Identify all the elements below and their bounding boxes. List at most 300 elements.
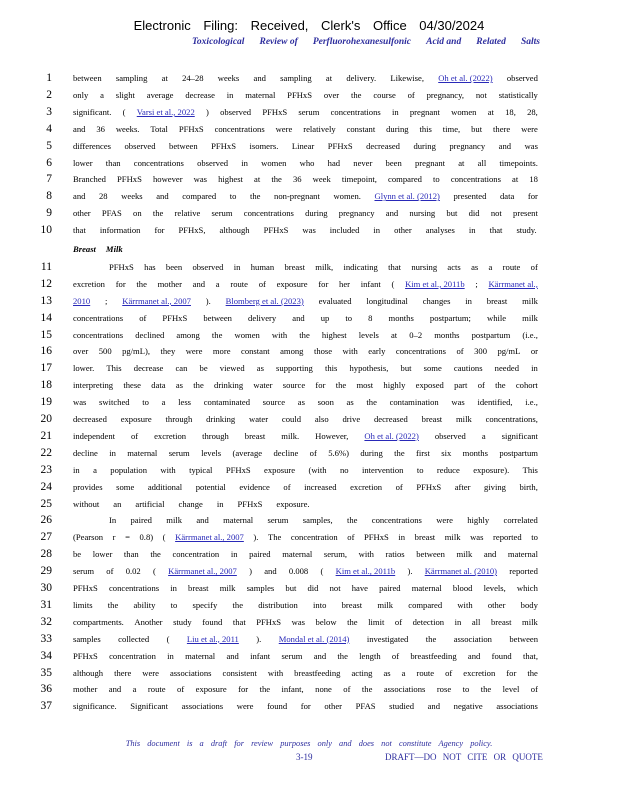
document-line: [0, 87, 618, 103]
line-text: [109, 512, 538, 528]
word: been: [165, 261, 183, 272]
document-line: [0, 580, 618, 596]
word: lower: [73, 157, 93, 168]
word: observed: [220, 106, 252, 117]
word: increased: [304, 481, 337, 492]
word: in: [230, 549, 238, 560]
word: cautions: [453, 363, 483, 374]
word: PFAS: [101, 208, 122, 219]
word: with: [342, 346, 358, 357]
word: compared: [408, 599, 443, 610]
citation-link[interactable]: Kärrmanet al., 2007: [175, 532, 244, 543]
citation-link[interactable]: Kärrmanet al., 2007: [168, 566, 237, 577]
word: found: [267, 701, 288, 712]
citation-link[interactable]: Oh et al. (2022): [438, 73, 493, 83]
word: reduce: [436, 464, 460, 475]
word: at: [254, 174, 261, 185]
word: at: [458, 157, 465, 168]
word: PFHxS: [117, 174, 142, 185]
word: ;: [475, 278, 478, 289]
word: breast: [490, 616, 512, 627]
word: in: [170, 583, 177, 593]
line-text: [73, 529, 538, 545]
line-number: 17: [40, 362, 52, 375]
word: The: [267, 532, 282, 543]
word: postpartum: [499, 447, 538, 458]
word: although: [219, 225, 250, 236]
line-number: 11: [40, 260, 52, 273]
word: route: [502, 261, 521, 272]
word: with: [271, 329, 288, 340]
line-text: [73, 631, 538, 647]
word: milk: [219, 583, 236, 593]
word: first: [416, 447, 430, 458]
word: present: [513, 208, 538, 219]
word: PFHxS: [73, 583, 98, 593]
line-number: 3: [46, 105, 52, 118]
word: the: [346, 515, 358, 526]
citation-link[interactable]: Varsi et al., 2022: [136, 106, 195, 117]
word: the: [495, 380, 506, 391]
word: milk: [456, 549, 473, 560]
word: the: [136, 278, 147, 289]
word: supporting: [276, 363, 313, 374]
line-number: 1: [46, 72, 52, 84]
line-number: 7: [46, 173, 52, 186]
word: 36: [96, 123, 105, 134]
word: route: [416, 667, 435, 678]
word: excretion: [154, 430, 187, 441]
word: not: [475, 89, 487, 100]
word: to: [142, 397, 149, 408]
line-text: [73, 648, 538, 664]
document-line: [0, 597, 618, 613]
word: serum: [73, 566, 95, 577]
document-line: [0, 479, 618, 495]
word: postpartum;: [429, 312, 471, 323]
line-number: 14: [40, 311, 52, 324]
line-text: [73, 310, 538, 326]
word: the: [361, 684, 373, 695]
word: that: [388, 261, 402, 272]
word: 0.008: [288, 566, 309, 577]
word: pregnant: [414, 157, 446, 168]
word: sampling: [280, 73, 312, 83]
word: concentration: [109, 650, 156, 661]
word: ;: [105, 295, 108, 306]
word: serum: [168, 447, 190, 458]
word: maternal: [282, 549, 313, 560]
word: observed: [434, 430, 466, 441]
line-text: [73, 222, 538, 238]
word: study: [173, 616, 192, 627]
word: This: [522, 464, 538, 475]
word: of: [391, 650, 400, 661]
line-number: 19: [40, 396, 52, 409]
word: concentrations: [108, 583, 160, 593]
word: levels,: [483, 583, 506, 593]
line-text: [73, 205, 538, 221]
word: contamination: [389, 397, 439, 408]
word: concentrations: [133, 157, 184, 168]
word: months: [462, 447, 488, 458]
citation-link[interactable]: 2010: [73, 295, 91, 306]
citation-link[interactable]: Kim et al., 2011b: [335, 566, 396, 577]
line-number: 26: [40, 514, 52, 527]
citation-link[interactable]: Glynn et al. (2012): [374, 191, 440, 202]
line-text: [73, 698, 538, 714]
word: months: [388, 312, 414, 323]
word: with: [457, 599, 473, 610]
word: PFHxS: [263, 225, 289, 236]
word: decreased: [366, 140, 400, 151]
document-line: [0, 445, 618, 461]
word: in: [216, 498, 224, 509]
word: cohort: [515, 380, 538, 391]
word: of: [130, 430, 139, 441]
word: more: [212, 346, 231, 357]
word: although: [73, 667, 104, 678]
citation-link[interactable]: Liu et al., 2011: [186, 633, 239, 644]
word: birth,: [519, 481, 538, 492]
word: studied: [389, 701, 414, 712]
word: i.e.,: [525, 397, 538, 408]
word: ).: [253, 532, 259, 543]
word: source: [282, 380, 306, 391]
word: time,: [442, 123, 461, 134]
running-title-word: Toxicological: [192, 37, 245, 47]
line-number: 31: [40, 598, 52, 611]
word: milk: [456, 414, 472, 424]
document-line: [0, 138, 618, 154]
word: of: [407, 89, 415, 100]
word: in: [468, 225, 476, 236]
word: through: [165, 414, 193, 424]
word: ).: [407, 566, 413, 577]
word: pg/mL),: [122, 346, 151, 357]
word: as: [471, 261, 479, 272]
word: 0.02: [125, 566, 141, 577]
word: PFHxS: [256, 616, 282, 627]
word: without: [73, 498, 100, 509]
word: and: [427, 701, 441, 712]
word: route: [147, 684, 166, 695]
word: for: [300, 701, 311, 712]
line-text: [73, 327, 538, 343]
line-number: 18: [40, 379, 52, 392]
word: (: [122, 106, 126, 117]
citation-link[interactable]: Mondal et al. (2014): [278, 633, 350, 644]
word: six: [441, 447, 452, 458]
word: weeks: [121, 191, 143, 202]
section-heading-word: Milk: [105, 244, 123, 254]
word: infant,: [281, 684, 304, 695]
line-number: 13: [40, 294, 52, 307]
word: evaluated: [318, 295, 352, 306]
word: none: [315, 684, 332, 695]
line-text: [73, 70, 538, 86]
document-line: [0, 70, 618, 86]
word: milk: [522, 295, 538, 306]
word: for: [318, 278, 329, 289]
word: breast: [341, 599, 363, 610]
word: concentration: [290, 532, 338, 543]
word: of: [456, 346, 464, 357]
word: source: [262, 397, 286, 408]
word: PFHxS: [262, 106, 288, 117]
word: in: [391, 106, 399, 117]
line-text: [73, 104, 538, 120]
word: 18,: [505, 106, 516, 117]
word: weeks.: [115, 123, 140, 134]
word: there: [114, 667, 132, 678]
word: while: [487, 312, 507, 323]
word: at: [390, 329, 398, 340]
word: 0–2: [409, 329, 423, 340]
word: constant: [346, 123, 376, 134]
word: observed: [124, 140, 156, 151]
word: and: [385, 208, 399, 219]
word: lower: [92, 549, 113, 560]
word: milk: [377, 599, 394, 610]
word: rose: [436, 684, 452, 695]
word: the: [249, 191, 261, 202]
word: PFHxS: [287, 89, 313, 100]
word: weeks: [217, 73, 240, 83]
word: and: [226, 650, 239, 661]
word: that: [232, 616, 246, 627]
word: of: [530, 684, 538, 695]
word: and: [313, 650, 327, 661]
word: that,: [522, 650, 538, 661]
word: identified,: [477, 397, 513, 408]
word: for: [154, 225, 165, 236]
word: pregnancy: [338, 208, 375, 219]
word: this: [419, 123, 432, 134]
word: for: [315, 380, 326, 391]
line-number: 23: [40, 463, 52, 476]
word: changes: [422, 295, 451, 306]
word: be: [73, 549, 82, 560]
word: significant: [501, 430, 538, 441]
word: below: [315, 616, 337, 627]
word: serum: [281, 650, 303, 661]
word: who: [299, 157, 315, 168]
word: Another: [134, 616, 163, 627]
word: exposed: [415, 380, 444, 391]
filing-stamp: Electronic Filing: Received, Clerk's Office 04/30/2024: [133, 18, 485, 33]
word: decrease: [185, 89, 215, 100]
word: of: [139, 312, 147, 323]
word: 0.8): [139, 532, 154, 543]
word: highly: [383, 380, 406, 391]
word: at: [325, 73, 333, 83]
citation-link[interactable]: Blomberg et al. (2023): [225, 295, 304, 306]
word: a: [100, 89, 104, 100]
word: the: [337, 650, 348, 661]
citation-link[interactable]: Kärrmanet al. (2010): [424, 566, 498, 577]
word: observed: [197, 157, 229, 168]
word: associations: [496, 701, 538, 712]
word: slight: [115, 89, 135, 100]
word: after: [454, 481, 471, 492]
citation-link[interactable]: Kim et al., 2011b: [405, 278, 465, 289]
word: most: [356, 380, 374, 391]
word: pregnant: [409, 106, 440, 117]
word: 24–28: [182, 73, 204, 83]
line-text: [73, 87, 538, 103]
word: pregnancy: [449, 140, 486, 151]
word: observed: [506, 73, 538, 83]
word: the: [271, 174, 282, 185]
word: switched: [99, 397, 130, 408]
word: milk: [522, 616, 538, 627]
word: that: [489, 225, 503, 236]
line-text: [73, 445, 538, 461]
word: presented: [453, 191, 487, 202]
word: less: [178, 397, 192, 408]
word: of: [309, 447, 317, 458]
word: analyses: [425, 225, 455, 236]
word: for: [527, 191, 538, 202]
citation-link[interactable]: Kärrmanet al., 2007: [122, 295, 191, 306]
word: breastfeeding: [294, 667, 341, 678]
line-text: [73, 155, 538, 171]
word: of: [343, 684, 351, 695]
word: as: [346, 397, 354, 408]
word: exposure: [195, 684, 227, 695]
line-number: 30: [40, 582, 52, 594]
word: body: [520, 599, 538, 610]
document-line: [0, 188, 618, 204]
word: serum,: [323, 549, 348, 560]
word: the: [480, 684, 492, 695]
word: of: [283, 481, 291, 492]
word: in: [454, 616, 462, 627]
word: 36: [292, 174, 302, 185]
word: delivery.: [346, 73, 377, 83]
word: highly: [467, 515, 490, 526]
word: they: [160, 346, 176, 357]
word: as: [175, 380, 184, 391]
document-line: [0, 259, 618, 275]
word: in: [531, 363, 538, 374]
word: pregnancy,: [426, 89, 465, 100]
word: of: [177, 684, 185, 695]
word: concentrations: [371, 515, 422, 526]
word: for: [506, 667, 517, 678]
word: postpartum: [471, 329, 511, 340]
document-line: [0, 104, 618, 120]
draft-notice: DRAFT—DO NOT CITE OR QUOTE: [385, 752, 543, 762]
line-text: [109, 259, 538, 275]
word: over: [323, 89, 340, 100]
line-text: [73, 496, 538, 512]
word: longitudinal: [366, 295, 408, 306]
word: levels: [358, 329, 379, 340]
word: 28,: [527, 106, 538, 117]
word: among: [280, 346, 304, 357]
word: for: [238, 684, 249, 695]
word: information: [99, 225, 141, 236]
word: timepoints.: [499, 157, 538, 168]
line-text: [73, 360, 538, 376]
word: the: [193, 380, 204, 391]
word: as: [383, 667, 391, 678]
line-number: 10: [40, 224, 52, 237]
line-number: 16: [40, 345, 52, 358]
word: maternal: [185, 650, 216, 661]
word: in: [373, 225, 381, 236]
word: the: [259, 684, 271, 695]
word: also: [314, 414, 329, 424]
word: 500: [98, 346, 112, 357]
line-text: [73, 377, 538, 393]
line-text: [73, 171, 538, 187]
word: a: [481, 430, 486, 441]
word: PFHxS: [225, 464, 251, 475]
document-line: [0, 428, 618, 444]
word: was: [193, 174, 208, 185]
document-line: [0, 563, 618, 579]
word: milk,: [315, 261, 334, 272]
word: the: [335, 380, 347, 391]
word: paired: [249, 549, 271, 560]
document-line: [0, 546, 618, 562]
word: collected: [118, 633, 150, 644]
line-number: 22: [40, 446, 52, 459]
word: but: [400, 363, 412, 374]
word: to: [531, 532, 538, 543]
word: correlated: [503, 515, 538, 526]
word: decreased: [373, 414, 408, 424]
word: early: [368, 346, 386, 357]
line-text: [73, 276, 538, 292]
word: PFHxS: [364, 532, 389, 543]
word: to: [345, 312, 353, 323]
line-number: 21: [40, 429, 52, 442]
word: to: [462, 684, 470, 695]
word: during: [386, 123, 409, 134]
word: concentration: [172, 549, 220, 560]
word: (average: [232, 447, 263, 458]
word: been: [385, 157, 402, 168]
line-number: 15: [40, 328, 52, 341]
word: had: [327, 157, 341, 168]
citation-link[interactable]: Oh et al. (2022): [364, 430, 419, 441]
line-number: 4: [46, 122, 52, 135]
word: independent: [73, 430, 115, 441]
line-number: 25: [40, 497, 52, 510]
citation-link[interactable]: Kärrmanet al.,: [488, 278, 538, 289]
word: breast: [284, 261, 305, 272]
word: the: [152, 208, 164, 219]
word: mother: [157, 278, 182, 289]
line-number: 36: [40, 683, 52, 696]
word: associations: [181, 701, 224, 712]
word: negative: [453, 701, 483, 712]
word: and: [192, 278, 206, 289]
word: viewed: [219, 363, 245, 374]
word: and: [483, 549, 497, 560]
word: course: [373, 89, 396, 100]
word: population: [110, 464, 148, 475]
word: reported: [509, 566, 538, 577]
word: 18: [529, 174, 538, 185]
word: average: [146, 89, 174, 100]
word: or: [530, 346, 538, 357]
word: drinking: [214, 380, 244, 391]
